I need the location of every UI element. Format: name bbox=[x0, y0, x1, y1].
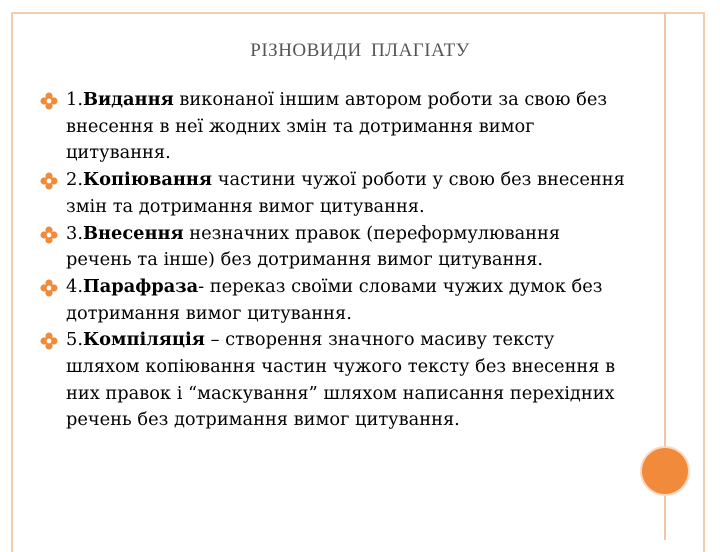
decorative-circle bbox=[642, 448, 688, 494]
item-term: Парафраза bbox=[82, 275, 199, 297]
flower-bullet-icon bbox=[40, 279, 58, 297]
item-term: Видання bbox=[82, 89, 174, 110]
flower-bullet-icon bbox=[40, 226, 58, 244]
list-item bbox=[40, 221, 630, 274]
item-text: незначних правок (переформулювання речень та інше) без дотримання вимог цитування. bbox=[66, 222, 561, 271]
slide-title: РІЗНОВИДИ ПЛАГІАТУ bbox=[250, 40, 470, 61]
flower-bullet-icon bbox=[40, 332, 58, 350]
flower-bullet-icon bbox=[40, 92, 58, 110]
item-number: 1. bbox=[66, 89, 83, 110]
item-text: виконаної іншим автором роботи за свою без внесення в неї жодних змін та дотримання вимог цитування. bbox=[66, 89, 608, 164]
list-item bbox=[40, 327, 630, 434]
item-number: 4. bbox=[66, 275, 83, 297]
item-number: 3. bbox=[66, 222, 83, 244]
list-item bbox=[40, 274, 630, 327]
item-number: 2. bbox=[66, 169, 83, 191]
list-item bbox=[40, 167, 630, 220]
item-term: Внесення bbox=[82, 222, 184, 244]
item-number: 5. bbox=[66, 329, 83, 351]
item-text: частини чужої роботи у свою без внесення змін та дотримання вимог цитування. bbox=[66, 169, 625, 217]
item-text: - переказ своїми словами чужих думок без дотримання вимог цитування. bbox=[66, 275, 603, 324]
item-term: Компіляція bbox=[82, 329, 205, 351]
item-term: Копіювання bbox=[82, 169, 213, 191]
flower-bullet-icon bbox=[40, 172, 58, 190]
bullet-list bbox=[40, 87, 630, 434]
list-item bbox=[40, 87, 630, 167]
item-text: – створення значного масиву тексту шляхом копіювання частин чужого тексту без внесення в них правок і “маскування” шляхом написання перехідних речень без дотримання вимог цитування. bbox=[66, 329, 616, 431]
